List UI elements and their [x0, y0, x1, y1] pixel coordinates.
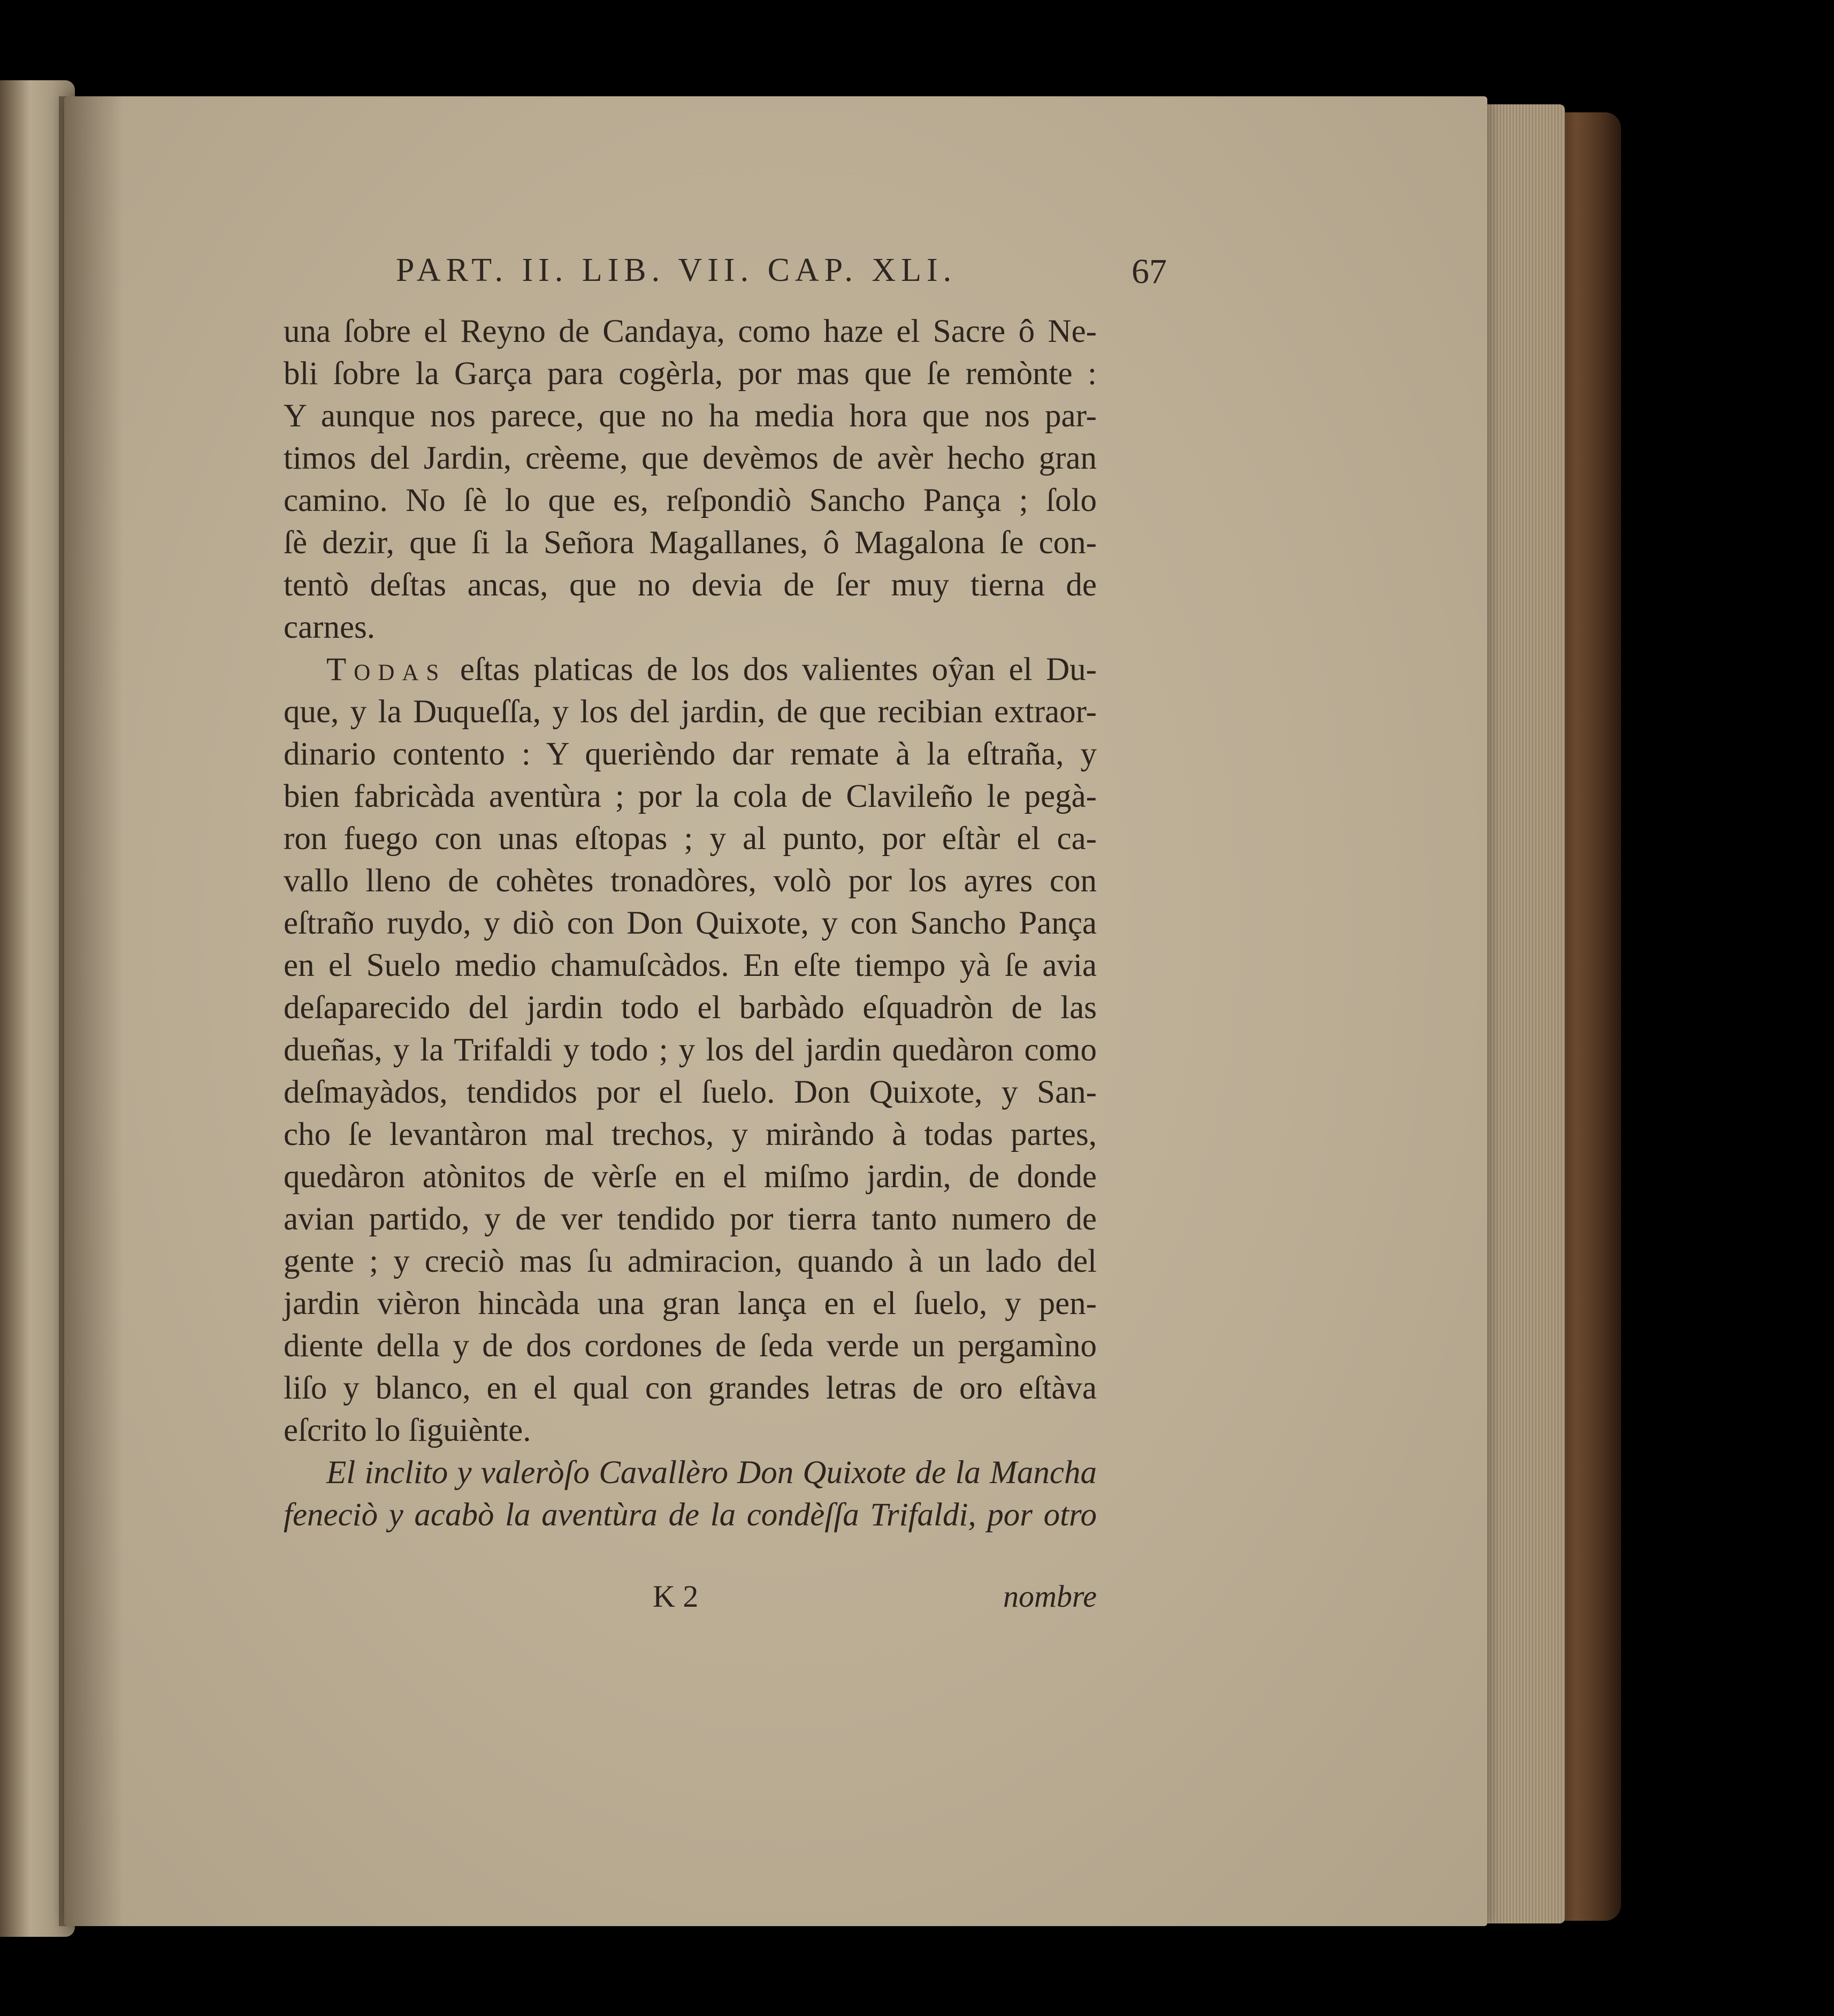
paragraph-initial-word: Todas [326, 652, 447, 688]
signature-mark: K 2 [653, 1579, 699, 1614]
catchword: nombre [1003, 1579, 1097, 1614]
text-line: deſaparecido del jardin todo el barbàdo eſquadròn de las [284, 990, 1097, 1026]
text-line: avian partido, y de ver tendido por tierra tanto numero de [284, 1201, 1097, 1237]
text-line: que, y la Duqueſſa, y los del jardin, de que recibian extraor- [284, 694, 1097, 730]
text-line: bien fabricàda aventùra ; por la cola de Clavileño le pegà- [284, 778, 1097, 814]
text-line: tentò deſtas ancas, que no devia de ſer muy tierna de [284, 567, 1097, 603]
text-line: una ſobre el Reyno de Candaya, como haze el Sacre ô Ne- [284, 314, 1097, 349]
text-line: cho ſe levantàron mal trechos, y miràndo à todas partes, [284, 1117, 1097, 1152]
text-line: vallo lleno de cohètes tronadòres, volò por los ayres con [284, 863, 1097, 899]
text-block [284, 310, 1097, 1536]
page-block-edge [1485, 104, 1565, 1923]
paragraph-first-line [284, 648, 1097, 691]
text-line: eſcrito lo ſiguiènte. [284, 1412, 531, 1448]
text-line: dinario contento : Y querièndo dar remate à la eſtraña, y [284, 736, 1097, 772]
text-line: ron fuego con unas eſtopas ; y al punto, por eſtàr el ca- [284, 821, 1097, 857]
text-line: liſo y blanco, en el qual con grandes letras de oro eſtàva [284, 1370, 1097, 1406]
page-number: 67 [1132, 252, 1167, 291]
text-line: carnes. [284, 609, 376, 645]
text-line: deſmayàdos, tendidos por el ſuelo. Don Quixote, y San- [284, 1074, 1097, 1110]
text-line: diente della y de dos cordones de ſeda verde un pergamìno [284, 1328, 1097, 1364]
text-line: bli ſobre la Garça para cogèrla, por mas que ſe remònte : [284, 356, 1097, 392]
paragraph-first-line-rest: eſtas platicas de los dos valientes oŷan el Du- [446, 652, 1097, 688]
gutter-shadow [59, 96, 123, 1926]
text-line: dueñas, y la Trifaldi y todo ; y los del jardin quedàron como [284, 1032, 1097, 1068]
text-line: gente ; y creciò mas ſu admiracion, quando à un lado del [284, 1243, 1097, 1279]
italic-inscription-line: El inclito y valeròſo Cavallèro Don Quixote de la Mancha [326, 1455, 1097, 1491]
running-head: PART. II. LIB. VII. CAP. XLI. [396, 252, 957, 288]
italic-inscription-line: feneciò y acabò la aventùra de la condèſſa Trifaldi, por otro [284, 1497, 1097, 1533]
text-line: jardin vièron hincàda una gran lança en el ſuelo, y pen- [284, 1286, 1097, 1322]
page-footer [284, 1578, 1097, 1616]
text-line: ſè dezir, que ſi la Señora Magallanes, ô Magalona ſe con- [284, 525, 1097, 561]
text-line: camino. No ſè lo que es, reſpondiò Sancho Pança ; ſolo [284, 483, 1097, 518]
text-line: timos del Jardin, crèeme, que devèmos de avèr hecho gran [284, 440, 1097, 476]
text-line: quedàron atònitos de vèrſe en el miſmo jardin, de donde [284, 1159, 1097, 1195]
text-line: eſtraño ruydo, y diò con Don Quixote, y con Sancho Pança [284, 905, 1097, 941]
text-line: Y aunque nos parece, que no ha media hora que nos par- [284, 398, 1097, 434]
text-line: en el Suelo medio chamuſcàdos. En eſte tiempo yà ſe avia [284, 948, 1097, 983]
